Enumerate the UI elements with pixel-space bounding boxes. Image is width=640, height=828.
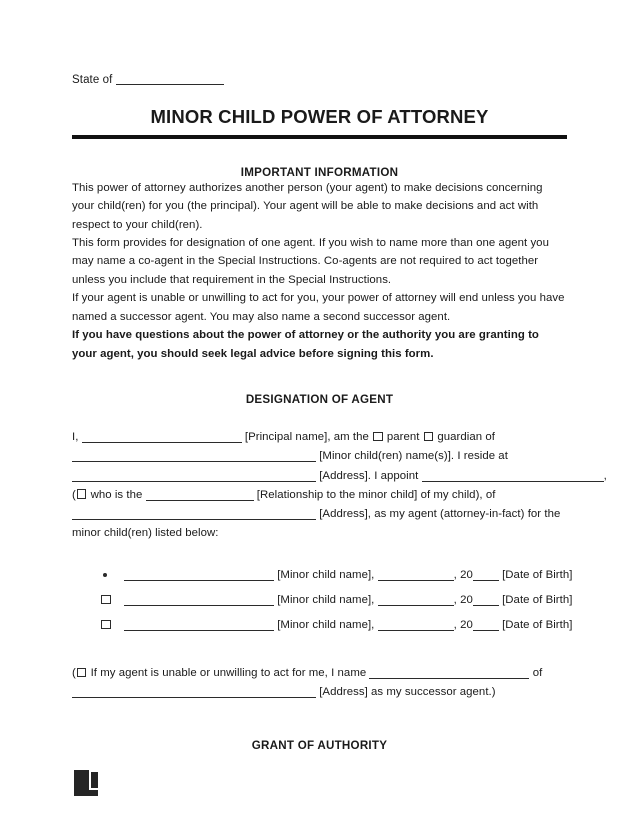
child-checkbox-marker	[100, 620, 124, 630]
successor-agent-block	[72, 664, 567, 702]
list-item	[100, 587, 573, 612]
successor-address-line	[72, 683, 567, 702]
successor-of-label: of	[532, 667, 543, 680]
child-dob-month-blank[interactable]	[378, 619, 454, 631]
child-dob-comma: ,	[453, 618, 457, 631]
important-paragraph-2: This form provides for designation of one agent. If you wish to name more than one agent you may name a co-agent in the Special Instructions. Co-agents are not required to act together unless you include that requirement in the Special Instructions.	[72, 236, 549, 286]
successor-address-blank[interactable]	[72, 686, 316, 698]
principal-prefix: I,	[72, 431, 79, 444]
child-dob-label: [Date of Birth]	[502, 568, 573, 581]
child-dob-year-blank[interactable]	[473, 619, 499, 631]
successor-address-label: [Address] as my successor agent.)	[319, 686, 496, 699]
list-item	[100, 612, 573, 637]
who-is-the-label: who is the	[90, 488, 143, 501]
residence-address-line	[72, 467, 607, 486]
list-item	[100, 562, 573, 587]
listed-below-label: child(ren) listed below:	[103, 527, 219, 540]
state-of-blank[interactable]	[116, 84, 224, 85]
important-paragraph-3: If your agent is unable or unwilling to act for you, your power of attorney will end unless you have named a successor agent. You may also name a second successor agent.	[72, 292, 565, 323]
child-year-prefix: 20	[460, 618, 473, 631]
section-heading-grant-of-authority: GRANT OF AUTHORITY	[251, 738, 388, 752]
child-names-line	[72, 447, 567, 466]
child-year-prefix: 20	[460, 593, 473, 606]
child-checkbox[interactable]	[101, 595, 111, 605]
child-bullet-marker	[100, 573, 124, 577]
child-names-blank[interactable]	[72, 450, 316, 462]
state-of-label: State of	[72, 74, 113, 86]
child-dob-label: [Date of Birth]	[502, 618, 573, 631]
principal-name-blank[interactable]	[82, 431, 242, 443]
successor-name-line	[72, 664, 567, 683]
section-heading-designation-of-agent: DESIGNATION OF AGENT	[245, 393, 394, 407]
guardian-label: guardian of	[437, 431, 495, 444]
title-divider	[72, 135, 567, 139]
child-name-label: [Minor child name],	[277, 593, 375, 606]
relationship-label: [Relationship to the minor child] of my child), of	[256, 488, 496, 501]
guardian-checkbox[interactable]	[424, 432, 434, 442]
successor-checkbox[interactable]	[77, 668, 87, 678]
child-name-label: [Minor child name],	[277, 568, 375, 581]
legal-templates-logo-icon	[74, 770, 98, 796]
child-checkbox[interactable]	[101, 620, 111, 630]
agent-address-label: [Address], as my agent (attorney-in-fact) for the minor	[72, 507, 561, 540]
relationship-open-paren: (	[72, 488, 76, 501]
child-name-label: [Minor child name],	[277, 618, 375, 631]
child-dob-label: [Date of Birth]	[502, 593, 573, 606]
child-name-blank[interactable]	[124, 569, 274, 581]
appoint-trailing-comma: ,	[603, 469, 607, 482]
principal-name-label: [Principal name], am the	[244, 431, 369, 444]
important-paragraph-bold: If you have questions about the power of attorney or the authority you are granting to your agent, you should seek legal advice before signing this form.	[72, 329, 539, 360]
important-paragraph-1: This power of attorney authorizes another person (your agent) to make decisions concerning your child(ren) for you (the principal). Your agent will be able to make decisions and act with respect to your child(ren).	[72, 181, 543, 231]
section-heading-important-information: IMPORTANT INFORMATION	[240, 165, 399, 179]
parent-checkbox[interactable]	[373, 432, 383, 442]
successor-open-paren: (	[72, 667, 76, 680]
child-dob-month-blank[interactable]	[378, 569, 454, 581]
successor-name-blank[interactable]	[369, 667, 529, 679]
relationship-blank[interactable]	[146, 489, 254, 501]
child-year-prefix: 20	[460, 568, 473, 581]
relationship-line	[72, 486, 567, 505]
document-content	[72, 0, 607, 752]
agent-address-line	[72, 505, 567, 543]
minor-children-list	[72, 562, 573, 637]
agent-address-blank[interactable]	[72, 508, 316, 520]
child-dob-month-blank[interactable]	[378, 594, 454, 606]
relationship-checkbox[interactable]	[77, 489, 87, 499]
child-checkbox-marker	[100, 595, 124, 605]
child-dob-comma: ,	[453, 568, 457, 581]
residence-address-label: [Address]. I appoint	[319, 469, 419, 482]
designation-form-block	[72, 428, 607, 543]
child-entry-1	[124, 569, 572, 581]
child-entry-3	[124, 619, 572, 631]
child-name-blank[interactable]	[124, 619, 274, 631]
principal-line	[72, 428, 567, 447]
child-dob-year-blank[interactable]	[473, 594, 499, 606]
page-title: MINOR CHILD POWER OF ATTORNEY	[150, 105, 489, 127]
child-names-label: [Minor child(ren) name(s)]. I reside at	[319, 450, 508, 463]
state-of-line	[72, 74, 567, 88]
child-entry-2	[124, 594, 572, 606]
bullet-icon	[103, 573, 107, 577]
residence-address-blank[interactable]	[72, 470, 316, 482]
agent-name-blank[interactable]	[422, 470, 604, 482]
successor-text-before-name: If my agent is unable or unwilling to act for me, I name	[90, 667, 367, 680]
child-dob-year-blank[interactable]	[473, 569, 499, 581]
parent-label: parent	[386, 431, 420, 444]
child-dob-comma: ,	[453, 593, 457, 606]
child-name-blank[interactable]	[124, 594, 274, 606]
